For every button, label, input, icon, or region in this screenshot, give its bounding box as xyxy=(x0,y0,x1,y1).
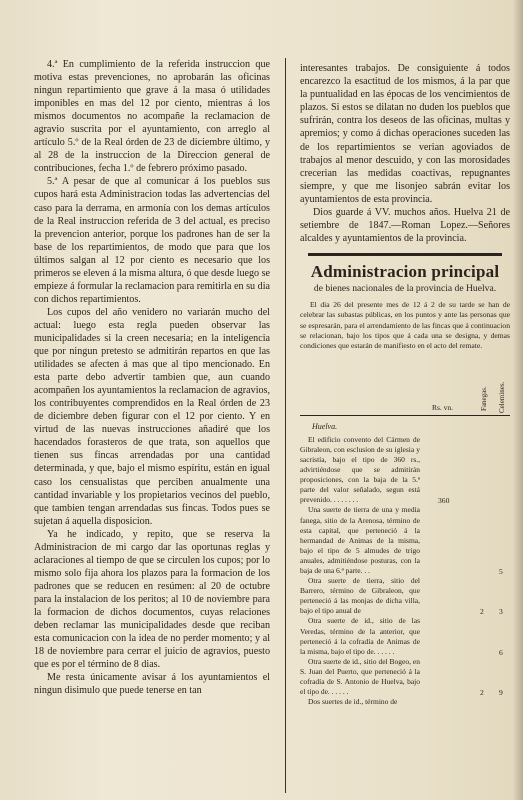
column-header-fanegas: Fanegas. xyxy=(480,386,488,411)
row-description: Dos suertes de id., término de xyxy=(308,697,398,707)
table-row xyxy=(300,616,510,656)
continuation-paragraph: interesantes trabajos. De consiguiente á todos encarezco la esactitud de los mismos, á la par que la puntualidad en las épocas de los vencimientos de plazos. Si estos se dilatan no duden los pueblos que sufrirán, contra los deseos de las oficinas, multas y apremios; y como á dichas operaciones suceden las de los repartimientos se verian agoviados de trabajos al menor descuido, y con las morosidades crecerian las medidas coactivas, repugnantes siempre, y que me lisonjeo sabrán evitar los ayuntamientos de esta provincia. xyxy=(300,63,510,205)
row-description: Una suerte de tierra de una y media fanega, sitio de la Arenosa, término de esta capital, que perteneció á la hermandad de Animas de la misma, bajo el tipo de 5 almudes de trigo anuales, admitiéndose posturas, con la baja de una 6.ª parte. . . xyxy=(300,505,420,575)
table-row xyxy=(300,576,510,616)
paragraph-cupos: Los cupos del año venidero no variarán mucho del actual: luego esta regla pueden observar las municipalidades si la creen necesaria; en la inteligencia que por ningun pretesto se admitirán repartos en que las utilidades se afecten á mas que al tipo mencionado. En esta parte debo advertir tambien que, aun cuando acompañen los ayuntamientos la reclamacion de agravios, los contribuyentes comprendidos en la Real órden de 23 de diciembre deben figurar con el 12 por ciento. Y en virtud de las nuevas instrucciones añadiré que los hacendados forasteros de que trata, son aquellos que tienen sus fincas arrendadas por una cantidad determinada, y que, bajo el mismo espíritu, están en igual caso los censualistas que perciben anualmente una cantidad invariable y los propietarios vecinos del pueblo, que tambien tengan arrendadas sus fincas. Todos pues se sujetan á aquella disposicion. xyxy=(34,306,270,527)
page-edge-shadow xyxy=(513,0,523,800)
column-header-celemines: Celemines. xyxy=(498,381,506,413)
paragraph-5: 5.ª A pesar de que al comunicar á los pueblos sus cupos hará esta Administracion todas las advertencias del caso para la derrama, en armonía con los demas artículos de la Real instruccion referida de 3 del actual, es preciso la prevencion anterior, porque los padrones han de ser la base de los repartimientos, de modo que para que los últimos salgan al 12 por ciento es necesario que los primeros se eleven á la misma altura, ó que desde luego se empieze á formular la reclamacion para remitirla en su dia con dichos repartimientos. xyxy=(34,176,271,305)
right-column xyxy=(300,62,510,707)
table-row xyxy=(300,697,510,707)
table-section-label: Huelva. xyxy=(312,421,338,431)
row-celemines: 3 xyxy=(499,607,503,617)
section-rule xyxy=(308,253,502,256)
table-row xyxy=(300,505,510,576)
row-reales: 360 xyxy=(438,496,450,506)
column-header-reales: Rs. vn. xyxy=(432,402,454,412)
row-description: Otra suerte de id., sitio de las Veredas, término de la anterior, que perteneció á la cofradía de Animas de la misma, bajo el tipo de. . . . . . xyxy=(300,616,420,656)
auction-notice: El dia 26 del presente mes de 12 á 2 de su tarde se han de celebrar las subastas públicas, en los puntos y ante las personas que se espresarán, para el arrendamiento de las fincas que á continuacion se relacionan, bajo los tipos que á cada una se designa, y demas condiciones que estarán de manifiesto en el acto del remate. xyxy=(300,300,510,350)
section-heading: Administracion principal xyxy=(310,262,500,282)
row-celemines: 6 xyxy=(499,647,503,657)
row-description: Otra suerte de tierra, sitio del Barrero, término de Gibraleon, que perteneció á las monjas de dicha villa, bajo el tipo anual de xyxy=(300,576,420,616)
paragraph-plazos: Ya he indicado, y repito, que se reserva la Administracion de mi cargo dar las oportunas reglas y aclaraciones al tiempo de que se circulen los cupos; por lo mismo solo fija ahora los plazos para la formacion de los padrones que se reducen en resúmen: al 20 de octubre para la instalacion de los peritos; al 10 de noviembre para la formacion de dichos documentos, cuyas relaciones deben reclamar las municipalidades desde que reciban esta comunicacion con la idea de no perder momento; y al 18 de noviembre para cerrar el juicio de agravios, puesto que es por el término de 8 dias. xyxy=(34,528,270,671)
table-row xyxy=(300,657,510,697)
table-header xyxy=(300,353,510,416)
paragraph-4: 4.ª En cumplimiento de la referida instruccion que motiva estas prevenciones, no aprobarán las oficinas ningun repartimiento que grave á la masa ó utilidades imponibles en mas del 12 por ciento, mientras á los mismos documentos no acompañe la reclamacion de agravio suscrita por el ayuntamiento, con arreglo al artículo 5.º de la Real órden de 23 de diciembre último, y al 28 de la instruccion de la Direccion general de contribuciones, fecha 1.º de febrero próximo pasado. xyxy=(34,59,270,175)
column-divider xyxy=(285,58,286,793)
paragraph-final: Me resta únicamente avisar á los ayuntamientos el ningun disimulo que puede tenerse en tan xyxy=(34,672,270,697)
section-subheading: de bienes nacionales de la provincia de Huelva. xyxy=(313,283,497,295)
row-description: Otra suerte de id., sitio del Bogeo, en S. Juan del Puerto, que perteneció á la cofradía de S. Antonio de Huelva, bajo el tipo de. . . . . . xyxy=(300,656,420,697)
row-fanegas: 2 xyxy=(480,607,484,617)
table-row xyxy=(300,435,510,506)
closing-signature: Dios guarde á VV. muchos años. Huelva 21 de setiembre de 1847.—Roman Lopez.—Señores alcaldes y ayuntamientos de la provincia. xyxy=(300,207,510,245)
left-column xyxy=(34,58,270,697)
row-celemines: 5 xyxy=(499,567,503,577)
row-celemines: 9 xyxy=(499,688,503,698)
row-fanegas: 2 xyxy=(480,688,484,698)
row-description: El edificio convento del Cármen de Gibraleon, con esclusion de su iglesia y sacristía, bajo el tipo de 360 rs., advirtiéndose que se admitirán proposiciones, con la baja de la 5.ª parte del valor señalado, segun está prevenido. . . . . . . . xyxy=(300,434,420,505)
